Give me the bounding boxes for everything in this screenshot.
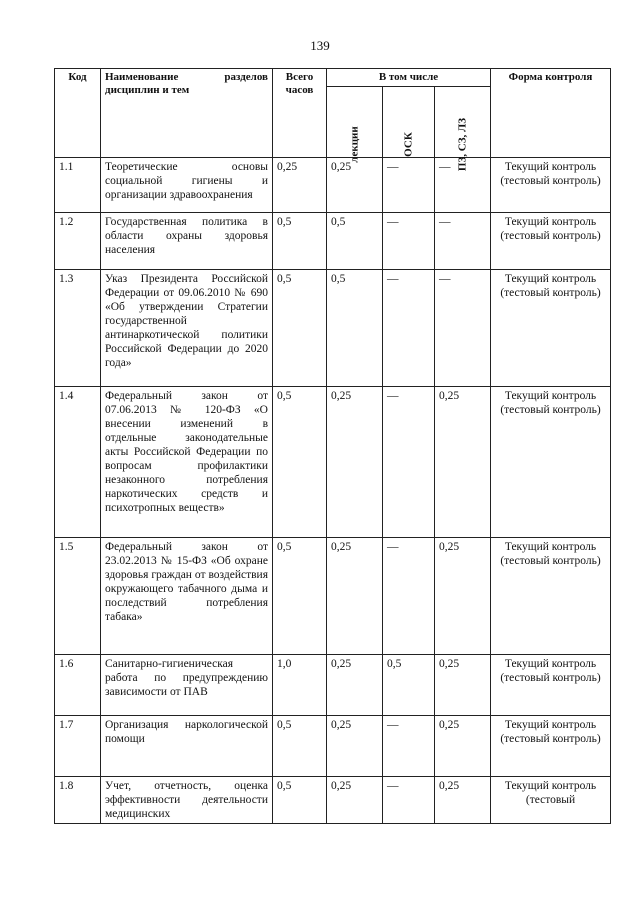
row-name: Указ Президента Российской Федерации от 09.06.2010 № 690 «Об утверждении Стратегии государственной антинаркотической политики Российской Федерации до 2020 года» bbox=[101, 270, 273, 387]
row-total: 1,0 bbox=[273, 655, 327, 716]
row-osk: — bbox=[383, 538, 435, 655]
row-pz: — bbox=[435, 270, 491, 387]
row-total: 0,5 bbox=[273, 270, 327, 387]
row-lectures: 0,25 bbox=[327, 655, 383, 716]
row-control: Текущий контроль (тестовый контроль) bbox=[491, 270, 611, 387]
row-control: Текущий контроль (тестовый контроль) bbox=[491, 158, 611, 213]
row-name: Санитарно-гигиеническая работа по предупреждению зависимости от ПАВ bbox=[101, 655, 273, 716]
row-code: 1.3 bbox=[55, 270, 101, 387]
row-osk: — bbox=[383, 716, 435, 777]
row-osk: — bbox=[383, 777, 435, 824]
row-control: Текущий контроль (тестовый контроль) bbox=[491, 538, 611, 655]
row-osk: — bbox=[383, 158, 435, 213]
header-name: Наименование разделов дисциплин и тем bbox=[101, 69, 273, 158]
row-pz: 0,25 bbox=[435, 716, 491, 777]
row-total: 0,5 bbox=[273, 213, 327, 270]
row-name: Федеральный закон от 07.06.2013 № 120-ФЗ «О внесении изменений в отдельные законодательные акты Российской Федерации по вопросам профилактики незаконного потребления наркотических средств и психотропных веществ» bbox=[101, 387, 273, 538]
row-pz: 0,25 bbox=[435, 387, 491, 538]
row-control: Текущий контроль (тестовый bbox=[491, 777, 611, 824]
row-code: 1.6 bbox=[55, 655, 101, 716]
row-pz: — bbox=[435, 213, 491, 270]
row-control: Текущий контроль (тестовый контроль) bbox=[491, 387, 611, 538]
row-total: 0,25 bbox=[273, 158, 327, 213]
header-row bbox=[55, 69, 611, 87]
row-pz: 0,25 bbox=[435, 655, 491, 716]
row-name: Государственная политика в области охраны здоровья населения bbox=[101, 213, 273, 270]
table-row bbox=[55, 387, 611, 538]
row-pz: — bbox=[435, 158, 491, 213]
header-control: Форма контроля bbox=[491, 69, 611, 158]
row-code: 1.8 bbox=[55, 777, 101, 824]
curriculum-table bbox=[54, 68, 611, 824]
row-lectures: 0,5 bbox=[327, 270, 383, 387]
table-row bbox=[55, 213, 611, 270]
row-lectures: 0,25 bbox=[327, 777, 383, 824]
row-osk: 0,5 bbox=[383, 655, 435, 716]
table-row bbox=[55, 777, 611, 824]
row-total: 0,5 bbox=[273, 538, 327, 655]
row-pz: 0,25 bbox=[435, 538, 491, 655]
row-code: 1.7 bbox=[55, 716, 101, 777]
row-lectures: 0,25 bbox=[327, 538, 383, 655]
row-name: Теоретические основы социальной гигиены и организации здравоохранения bbox=[101, 158, 273, 213]
row-osk: — bbox=[383, 387, 435, 538]
header-pz: ПЗ, СЗ, ЛЗ bbox=[435, 87, 491, 158]
row-name: Федеральный закон от 23.02.2013 № 15-ФЗ «Об охране здоровья граждан от воздействия окружающего табачного дыма и последствий потребления табака» bbox=[101, 538, 273, 655]
row-control: Текущий контроль (тестовый контроль) bbox=[491, 655, 611, 716]
table-row bbox=[55, 655, 611, 716]
header-code: Код bbox=[55, 69, 101, 158]
table-row bbox=[55, 158, 611, 213]
row-total: 0,5 bbox=[273, 387, 327, 538]
header-including: В том числе bbox=[327, 69, 491, 87]
row-code: 1.5 bbox=[55, 538, 101, 655]
row-osk: — bbox=[383, 213, 435, 270]
table-row bbox=[55, 538, 611, 655]
row-code: 1.2 bbox=[55, 213, 101, 270]
row-name: Организация наркологической помощи bbox=[101, 716, 273, 777]
row-total: 0,5 bbox=[273, 777, 327, 824]
table-row bbox=[55, 716, 611, 777]
header-total: Всего часов bbox=[273, 69, 327, 158]
row-pz: 0,25 bbox=[435, 777, 491, 824]
row-control: Текущий контроль (тестовый контроль) bbox=[491, 213, 611, 270]
row-lectures: 0,25 bbox=[327, 387, 383, 538]
row-total: 0,5 bbox=[273, 716, 327, 777]
row-osk: — bbox=[383, 270, 435, 387]
table-row bbox=[55, 270, 611, 387]
header-osk: ОСК bbox=[383, 87, 435, 158]
row-name: Учет, отчетность, оценка эффективности деятельности медицинских bbox=[101, 777, 273, 824]
row-code: 1.4 bbox=[55, 387, 101, 538]
header-lectures: лекции bbox=[327, 87, 383, 158]
row-lectures: 0,25 bbox=[327, 158, 383, 213]
page-number: 139 bbox=[310, 38, 330, 53]
row-control: Текущий контроль (тестовый контроль) bbox=[491, 716, 611, 777]
row-lectures: 0,25 bbox=[327, 716, 383, 777]
row-lectures: 0,5 bbox=[327, 213, 383, 270]
row-code: 1.1 bbox=[55, 158, 101, 213]
